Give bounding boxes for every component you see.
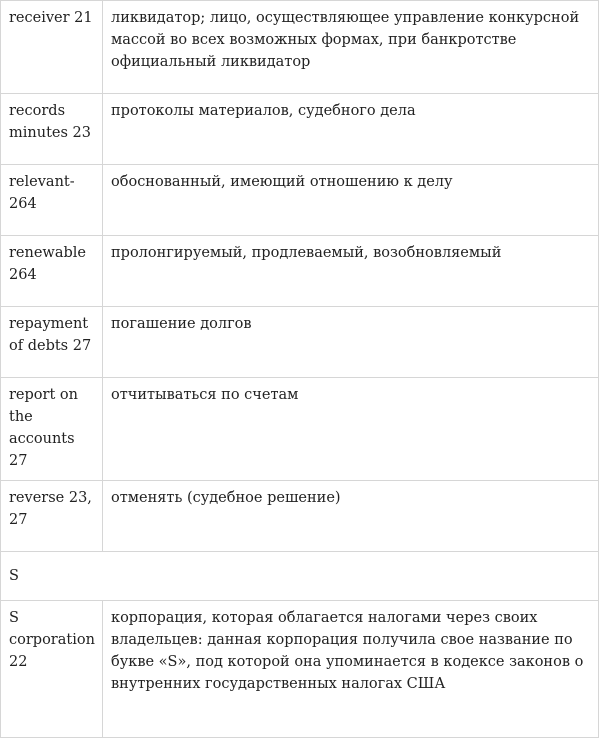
section-letter-row [1,552,599,601]
term-cell: relevant-264 [1,165,103,236]
definition-cell: корпорация, которая облагается налогами через своих владельцев: данная корпорация получила свое название по букве «S», под которой она упоминается в кодексе законов о внутренних государственных налогах США [103,601,599,738]
term-cell: reverse 23, 27 [1,481,103,552]
glossary-row [1,94,599,165]
term-cell: report on the accounts 27 [1,378,103,481]
definition-cell: отменять (судебное решение) [103,481,599,552]
glossary-row [1,1,599,94]
glossary-row [1,165,599,236]
term-cell: renewable 264 [1,236,103,307]
definition-cell: пролонгируемый, продлеваемый, возобновляемый [103,236,599,307]
glossary-row [1,236,599,307]
section-letter: S [1,552,599,601]
glossary-row [1,378,599,481]
definition-cell: отчитываться по счетам [103,378,599,481]
glossary-row [1,307,599,378]
glossary-row [1,601,599,738]
definition-cell: протоколы материалов, судебного дела [103,94,599,165]
definition-cell: ликвидатор; лицо, осуществляющее управление конкурсной массой во всех возможных формах, при банкротстве официальный ликвидатор [103,1,599,94]
definition-cell: погашение долгов [103,307,599,378]
definition-cell: обоснованный, имеющий отношению к делу [103,165,599,236]
term-cell: receiver 21 [1,1,103,94]
term-cell: S corporation 22 [1,601,103,738]
glossary-row [1,481,599,552]
term-cell: records minutes 23 [1,94,103,165]
term-cell: repayment of debts 27 [1,307,103,378]
